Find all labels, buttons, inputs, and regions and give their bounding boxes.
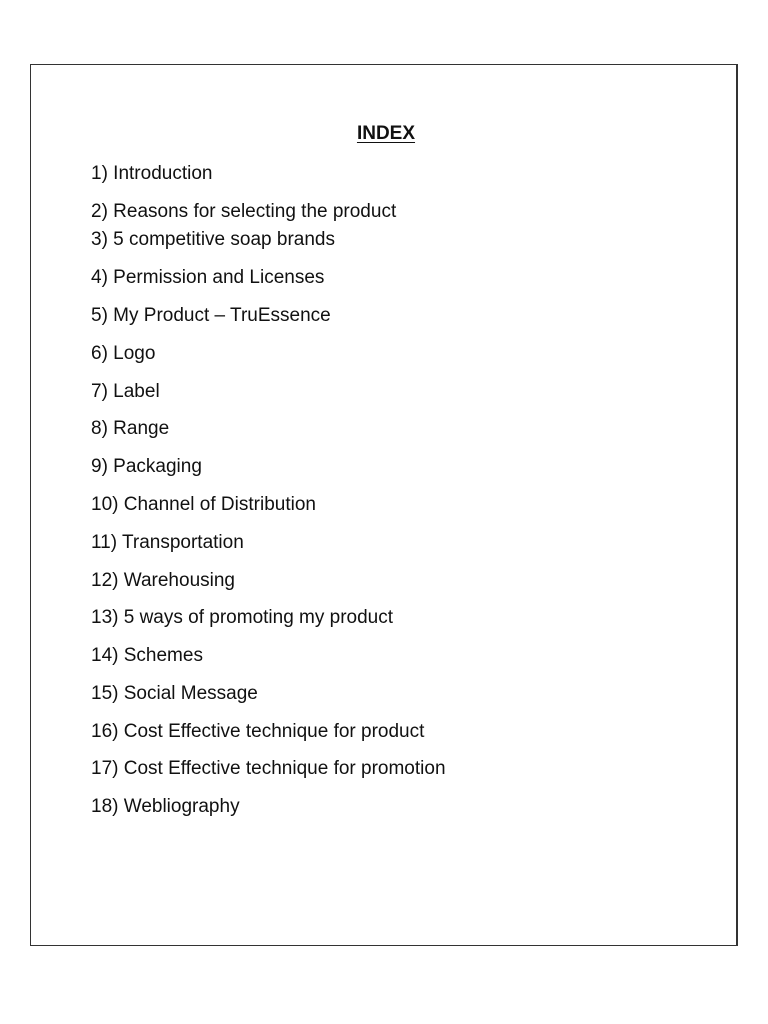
index-item-promoting-ways: 13) 5 ways of promoting my product bbox=[91, 607, 394, 628]
index-item-webliography: 18) Webliography bbox=[91, 796, 240, 817]
index-item-social-message: 15) Social Message bbox=[91, 683, 258, 704]
index-item-range: 8) Range bbox=[91, 418, 170, 439]
index-item-reasons: 2) Reasons for selecting the product bbox=[91, 201, 397, 222]
index-item-competitive-brands: 3) 5 competitive soap brands bbox=[91, 229, 335, 250]
index-item-schemes: 14) Schemes bbox=[91, 645, 203, 666]
index-item-my-product: 5) My Product – TruEssence bbox=[91, 305, 331, 326]
index-title: INDEX bbox=[356, 123, 416, 144]
index-item-cost-technique-promotion: 17) Cost Effective technique for promotion bbox=[91, 758, 446, 779]
index-item-label: 7) Label bbox=[91, 381, 160, 402]
index-item-permission-licenses: 4) Permission and Licenses bbox=[91, 267, 325, 288]
index-item-cost-technique-product: 16) Cost Effective technique for product bbox=[91, 721, 425, 742]
index-item-packaging: 9) Packaging bbox=[91, 456, 202, 477]
index-item-warehousing: 12) Warehousing bbox=[91, 570, 235, 591]
index-item-channel-distribution: 10) Channel of Distribution bbox=[91, 494, 316, 515]
index-item-transportation: 11) Transportation bbox=[91, 532, 244, 553]
index-item-logo: 6) Logo bbox=[91, 343, 156, 364]
index-item-introduction: 1) Introduction bbox=[91, 163, 213, 184]
